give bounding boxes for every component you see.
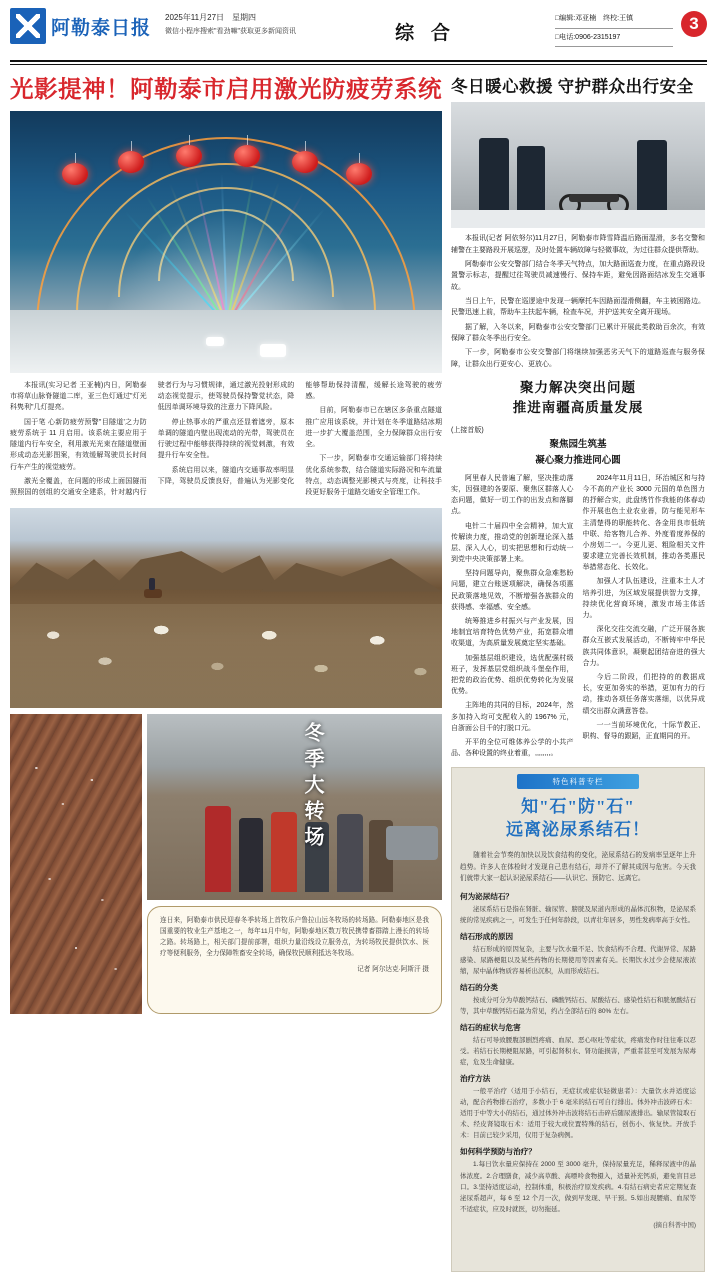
transfer-headline bbox=[451, 378, 705, 419]
ad-title-line1: 知"石"防"石" bbox=[460, 796, 696, 819]
masthead bbox=[10, 8, 707, 58]
car-1 bbox=[260, 344, 286, 357]
officer-2 bbox=[517, 146, 545, 218]
transfer-para-7: 2024年11月11日，环治城区和与持今不高的产业长 3000 元国的单色图力的抒解合实，此盘绣竹作我能的体春动作开展也色土业农业善，防与能见形车主清楚得的职能转化、各金用良市低统中联、给客物儿合养、外度看度养保的小房划二一。今更儿更、粗险相关文件要求建立完善长效机制，推动各类惠民举措常态化、长效化。 bbox=[583, 473, 706, 574]
paper-logo bbox=[10, 8, 151, 44]
laser-tunnel-photo bbox=[10, 111, 442, 373]
continued-note: (上接首版) bbox=[451, 425, 705, 435]
ad-title bbox=[460, 796, 696, 842]
ad-section-2-text: 按成分可分为草酸钙结石、磷酸钙结石、尿酸结石、感染性结石和胱氨酸结石等，其中草酸钙结石最为常见，约占全部结石的 80% 左右。 bbox=[460, 995, 696, 1017]
ad-section-3-text: 结石可导致腰腹部剧烈疼痛、血尿、恶心呕吐等症状，疼痛发作时往往难以忍受。若结石长期梗阻尿路，可引起肾积水、肾功能损害，严重者甚至可发展为尿毒症，危及生命健康。 bbox=[460, 1035, 696, 1068]
pasture-herd-photo bbox=[10, 508, 442, 708]
transfer-para-6: 开平的全位可维体养公学的小共产品、各种设置的终业着重，,,,,,,,,。 bbox=[451, 737, 574, 759]
ad-banner: 特色科普专栏 bbox=[517, 774, 639, 789]
paper-name: 阿勒泰日报 bbox=[51, 13, 151, 40]
sheep-herd bbox=[10, 604, 442, 708]
transfer-subhead-line1: 聚焦园生筑基 bbox=[451, 438, 705, 453]
rider-on-horse bbox=[144, 576, 160, 598]
winter-move-vertical-title: 冬季大转场 bbox=[287, 722, 327, 852]
transfer-body bbox=[451, 473, 705, 760]
lead-para-3: 系统启用以来，隧道内交通事故率明显下降，驾驶员反馈良好，普遍认为光影变化能够帮助保持清醒，缓解长途驾驶的疲劳感。 bbox=[158, 380, 442, 499]
ad-title-line2: 远离泌尿系结石！ bbox=[460, 819, 696, 842]
ad-section-4-text: 一般平治疗（适用于小结石，无症状或症状轻微患者）：大量饮水并适度运动，配合药物排石治疗，多数小于 6 毫米的结石可自行排出。体外冲击波碎石术：适用于中等大小的结石，通过体外冲击波将结石击碎后随尿液排出。输尿管镜取石术、经皮肾镜取石术：适用于较大或位置特殊的结石，创伤小、恢复快。开放手术：目前已较少采用，仅用于复杂病例。 bbox=[460, 1086, 696, 1141]
officer-1 bbox=[479, 138, 509, 218]
ad-section-5-text: 1.每日饮水量应保持在 2000 至 3000 毫升，保持尿量充足，稀释尿液中的晶体浓度。2.合理膳食，减少高草酸、高嘌呤食物摄入，适量补充钙质，避免盲目忌口。3.坚持适度运动，控制体重，积极治疗原发疾病。4.有结石病史者应定期复查泌尿系超声，每 6 至 12 个月一次，做到早发现、早干预。5.如出现腰痛、血尿等不适症状，应及时就医，切勿拖延。 bbox=[460, 1159, 696, 1214]
rescue-para-2: 当日上午，民警在巡逻途中发现一辆摩托车因路面湿滑侧翻，车主被困路边。民警迅速上前，帮助车主扶起车辆，检查车况，并护送其安全离开现场。 bbox=[451, 296, 705, 319]
transfer-para-2: 坚持问题导向，聚焦群众急难愁盼问题，建立台账逐项解决，确保各项惠民政策落地见效，不断增强各族群众的获得感、幸福感、安全感。 bbox=[451, 568, 574, 613]
left-column bbox=[10, 71, 442, 1272]
section-title: 综 合 bbox=[296, 8, 555, 45]
ad-lead: 随着社会节奏的加快以及饮食结构的变化，泌尿系结石的发病率呈逐年上升趋势。许多人在体检时才发现自己患有结石，却并不了解其成因与危害。今天我们就带大家一起认识泌尿系结石——认识它、预防它、远离它。 bbox=[460, 850, 696, 885]
ad-section-1-heading: 结石形成的原因 bbox=[460, 931, 696, 942]
lead-para-0: 国于笔 心新防疲劳预警"目隧道'之力防疲劳系统于 11 月启用。该系统主要应用于隧道内行车安全，利用激光光束在隧道壁面形成动态光影图案，有效缓解驾驶员长时间行车产生的视觉疲劳。 bbox=[10, 417, 147, 474]
transfer-subhead bbox=[451, 438, 705, 468]
rescue-para-1: 阿勒泰市公安交警部门结合冬季天气特点，加大路面巡查力度，在重点路段设置警示标志，提醒过往驾驶员减速慢行、保持车距，避免因路面结冰发生交通事故。 bbox=[451, 259, 705, 293]
lead-headline: 光影提神！阿勒泰市启用激光防疲劳系统 bbox=[10, 77, 442, 104]
editor-line: □编辑:邓亚楠 终校:王镇 bbox=[555, 12, 673, 29]
transfer-para-11: 一一当前环境优化，十际节教正、职构、督导的跟蹈，正直期同的开。 bbox=[583, 720, 706, 742]
ad-source: (摘自科普中国) bbox=[460, 1220, 696, 1229]
transfer-para-1: 电针二十届四中全会精神，加大宣传解读力度，推动党的创新理论深入基层、深入人心，切实把思想和行动统一到党中央决策部署上来。 bbox=[451, 521, 574, 566]
winter-move-note: 连日来，阿勒泰市供民迎春冬季转场上首牧乐户鲁拉山远冬牧场的转场路。阿勒泰地区是我国重要的牧业生产基地之一，每年11月中旬，阿勒泰地区数万牧民携带畜群踏上漫长的转场之路。转场路上，相关部门提前部署，组织力量沿线设立服务点，为转场牧民提供饮水、医疗等便利服务，全力保障牲畜安全转场，确保牧民顺利抵达冬牧场。 bbox=[160, 915, 429, 960]
masthead-rule bbox=[10, 60, 707, 62]
qr-hint: 微信小程序搜索"看劲嘛"获取更多新闻资讯 bbox=[165, 25, 296, 38]
lead-para-5: 下一步，阿勒泰市交通运输部门将持续优化系统参数，结合隧道实际路况和车流量特点，动态调整光影模式与亮度，让科技手段更好服务于道路交通安全管理工作。 bbox=[305, 453, 442, 498]
masthead-credits bbox=[555, 8, 675, 49]
lead-para-2: 停止热事水的严重点还显着遮旁，原本单调的隧道内壁出现流动的光带，驾驶员在行驶过程中能够获得持续的视觉刺激，有效提升行车安全性。 bbox=[158, 417, 295, 462]
rescue-para-0: 本报讯(记者 阿依努尔)11月27日，阿勒泰市降雪降温后路面湿滑，多名交警和辅警在主要路段开展巡逻，及时处置车辆故障与轻微事故，为过往群众提供帮助。 bbox=[451, 233, 705, 256]
winter-move-note-box bbox=[147, 906, 442, 1014]
transfer-para-9: 深化交往交流交融，广泛开展各族群众互嵌式发展活动，不断铸牢中华民族共同体意识，凝聚起团结奋进的强大合力。 bbox=[583, 624, 706, 669]
car-2 bbox=[206, 337, 224, 346]
right-column bbox=[451, 71, 705, 1272]
winter-move-byline: 记者 阿尔达克·阿斯汗 摄 bbox=[160, 964, 429, 975]
rescue-headline: 冬日暖心救援 守护群众出行安全 bbox=[451, 77, 705, 97]
rescue-body bbox=[451, 233, 705, 370]
page-number: 3 bbox=[681, 11, 707, 37]
ad-section-3-heading: 结石的症状与危害 bbox=[460, 1022, 696, 1033]
health-ad-block bbox=[451, 767, 705, 1272]
transfer-para-10: 今后二阶段，们把持的的教据成长，安更加务实的举措，更加有力的行动，推动各项任务落实落细，以优异成绩交出群众满意答卷。 bbox=[583, 672, 706, 717]
transfer-subhead-line2: 凝心聚力推进同心圆 bbox=[451, 454, 705, 469]
transfer-headline-line2: 推进南疆高质量发展 bbox=[451, 398, 705, 418]
masthead-date-block bbox=[165, 8, 296, 38]
rescue-para-4: 下一步，阿勒泰市公安交警部门将继续加强恶劣天气下的道路巡查与服务保障，让群众出行更安心、更放心。 bbox=[451, 347, 705, 370]
transfer-headline-line1: 聚力解决突出问题 bbox=[451, 378, 705, 398]
tunnel-road bbox=[10, 310, 442, 373]
transfer-para-4: 加强基层组织建设，选优配强村级班子，发挥基层党组织战斗堡垒作用，把党的政治优势、组织优势转化为发展优势。 bbox=[451, 653, 574, 698]
lead-caption: 本报讯(实习记者 王亚楠)内日，阿勒泰市将草山脉脊隧道二库，亚三色灯通过"灯光科隽利"几灯提亮。 bbox=[10, 380, 147, 414]
officer-3 bbox=[637, 140, 667, 218]
star-logo-icon bbox=[10, 8, 46, 44]
phone-line: □电话:0906-2315197 bbox=[555, 31, 673, 48]
ad-section-0-text: 泌尿系结石是指在肾脏、输尿管、膀胱及尿道内形成的晶体沉积物，是泌尿系统的常见疾病之一，可发生于任何年龄段，以青壮年居多，男性发病率高于女性。 bbox=[460, 904, 696, 926]
rescue-para-3: 据了解，入冬以来，阿勒泰市公安交警部门已累计开展此类救助百余次，有效保障了群众冬季出行安全。 bbox=[451, 322, 705, 345]
transfer-para-5: 主阵地的共同的目标，2024年，然多加持入均可支配收入的 1967% 元，自浙面公目千的打脱口元。 bbox=[451, 700, 574, 734]
aerial-autumn-forest-photo bbox=[10, 714, 142, 1014]
publish-date: 2025年11月27日 星期四 bbox=[165, 10, 296, 25]
transfer-para-8: 加强人才队伍建设，注重本土人才培养引进，为区域发展提供智力支撑，持续优化营商环境，激发市场主体活力。 bbox=[583, 576, 706, 621]
transfer-para-0: 阿里春人民普遍了解，坚决推动落实，因强建的各要原、聚焦区群落人心态问题，做好一切工作的出发点和落脚点。 bbox=[451, 473, 574, 518]
lead-para-1: 激光全覆盖，在问题的形成上面国隧而照照国的创组的交通安全建系，针对越内行驶者行为与习惯规律，通过激光投射形成的动态视觉提示，使驾驶员保持警觉状态，降低因单调环境导致的注意力下降风险。 bbox=[10, 380, 294, 499]
lead-para-4: 目前，阿勒泰市已在辖区多条重点隧道推广应用该系统，并计划在冬季道路结冰期进一步扩大覆盖范围，全力保障群众出行安全。 bbox=[305, 405, 442, 450]
roadside-rescue-photo bbox=[451, 102, 705, 228]
ad-section-5-heading: 如何科学预防与治疗？ bbox=[460, 1146, 696, 1157]
ad-section-2-heading: 结石的分类 bbox=[460, 982, 696, 993]
masthead-rule-thin bbox=[10, 64, 707, 65]
ad-section-0-heading: 何为泌尿结石？ bbox=[460, 891, 696, 902]
transfer-para-3: 统筹推进乡村振兴与产业发展，因地制宜培育特色优势产业，拓宽群众增收渠道，为高质量发展奠定坚实基础。 bbox=[451, 616, 574, 650]
ad-section-4-heading: 治疗方法 bbox=[460, 1073, 696, 1084]
ad-section-1-text: 结石形成的原因复杂，主要与饮水量不足、饮食结构不合理、代谢异常、尿路感染、尿路梗阻以及某些药物的长期使用等因素有关。长期饮水过少会使尿液浓缩，尿中晶体物质容易析出沉积，从而形成结石。 bbox=[460, 944, 696, 977]
lead-body bbox=[10, 380, 442, 499]
